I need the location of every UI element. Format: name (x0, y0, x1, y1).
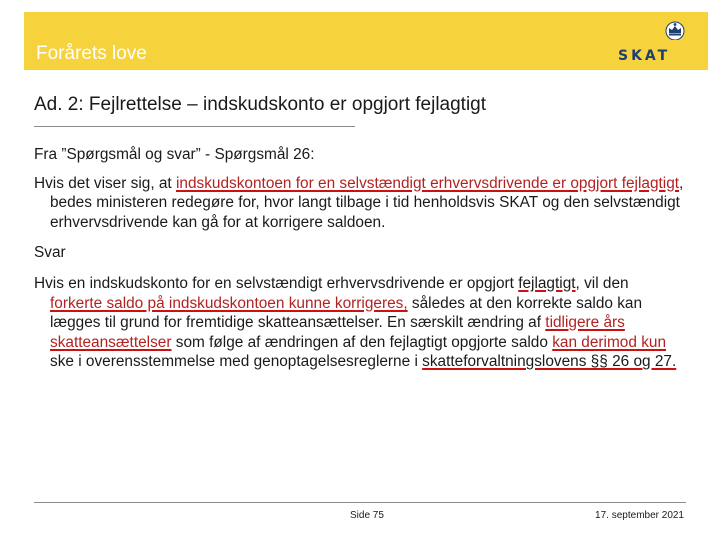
question-text: Hvis det viser sig, at (34, 174, 176, 192)
answer-text: Hvis en indskudskonto for en selvstændigt erhvervsdrivende er opgjort (34, 274, 519, 292)
answer-paragraph (34, 274, 684, 372)
crown-icon (663, 18, 687, 40)
footer-divider (34, 502, 686, 503)
header-bar (24, 12, 708, 70)
question-highlight: indskudskontoen for en selvstændigt erhvervsdrivende er opgjort fejlagtigt (175, 174, 680, 192)
title-divider (34, 126, 355, 127)
answer-heading: Svar (34, 244, 66, 262)
answer-highlight: kan derimod kun (552, 333, 667, 351)
answer-highlight: skatteforvaltningslovens §§ 26 og 27. (422, 353, 677, 371)
answer-text: , vil den (575, 274, 629, 292)
question-paragraph (34, 174, 684, 233)
question-text: , bedes ministeren redegøre for, hvor langt tilbage i tid henholdsvis SKAT og den selvstændigt erhvervsdrivende kan gå for at korrigere saldoen. (50, 174, 684, 231)
answer-text: ske i overensstemmelse med genoptagelsesreglerne i (50, 353, 423, 371)
intro-line: Fra ”Spørgsmål og svar” - Spørgsmål 26: (34, 146, 315, 163)
answer-highlight: tidligere års skatteansættelser (50, 314, 625, 351)
answer-highlight: forkerte saldo på indskudskontoen kunne korrigeres, (50, 294, 408, 312)
skat-logo (618, 18, 688, 66)
logo-text: SKAT (618, 48, 671, 64)
presentation-title: Forårets love (36, 43, 147, 64)
footer-date: 17. september 2021 (595, 510, 684, 521)
answer-text: således at den korrekte saldo kan lægges til grund for fremtidige skatteansættelser. En særskilt ændring af (50, 294, 643, 332)
page-number: Side 75 (350, 510, 384, 521)
slide-title: Ad. 2: Fejlrettelse – indskudskonto er opgjort fejlagtigt (34, 94, 487, 115)
answer-highlight: fejlagtigt (518, 274, 576, 292)
answer-text: som følge af ændringen af den fejlagtigt opgjorte saldo (171, 333, 553, 351)
slide-body (34, 145, 684, 372)
